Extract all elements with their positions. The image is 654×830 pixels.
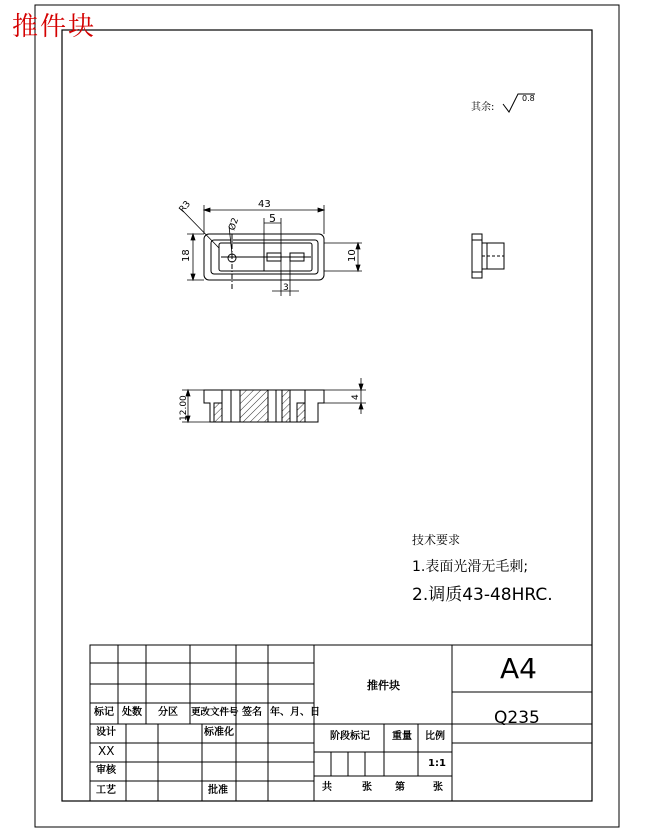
tb-design: 设计 xyxy=(96,727,116,738)
roughness-value: 0.8 xyxy=(522,94,535,103)
tb-count: 处数 xyxy=(122,707,142,718)
tb-mark: 标记 xyxy=(94,707,114,718)
tb-sheet-no: 第 xyxy=(395,782,405,793)
tb-sheet-unit: 张 xyxy=(433,782,443,793)
dim-thickness: 12.00 xyxy=(179,395,189,421)
section-view xyxy=(204,390,324,422)
tb-scale-value: 1:1 xyxy=(428,758,446,769)
tb-part-name: 推件块 xyxy=(367,679,400,692)
tb-standardization: 标准化 xyxy=(204,727,234,738)
tb-zone: 分区 xyxy=(158,707,178,718)
tb-signature: 签名 xyxy=(242,707,262,718)
tb-approve: 批准 xyxy=(208,785,228,796)
tb-designer: XX xyxy=(98,744,115,758)
dim-height: 18 xyxy=(181,249,192,262)
tb-date: 年、月、日 xyxy=(270,707,320,718)
dim-slot-small: 3 xyxy=(283,283,289,293)
tech-req-heading: 技术要求 xyxy=(412,533,461,547)
dim-hole-diameter: Ø2 xyxy=(227,216,242,233)
tech-req-line1: 1.表面光滑无毛刺; xyxy=(412,559,529,575)
tb-review: 审核 xyxy=(96,765,116,776)
tb-total: 共 xyxy=(322,782,332,793)
dim-step-depth: 4 xyxy=(351,394,361,400)
dim-overall-length: 43 xyxy=(258,199,271,210)
drawing-title: 推件块 xyxy=(12,12,97,42)
tb-change-doc: 更改文件号 xyxy=(191,707,239,718)
tech-req-line2: 2.调质43-48HRC. xyxy=(412,585,553,605)
inner-frame xyxy=(62,30,592,801)
tb-paper-size: A4 xyxy=(500,652,537,685)
tb-sheets: 张 xyxy=(362,782,372,793)
dim-slot-width: 5 xyxy=(269,212,276,225)
outer-border xyxy=(35,5,619,827)
tb-scale: 比例 xyxy=(425,731,445,742)
side-view xyxy=(472,234,504,278)
tb-weight: 重量 xyxy=(392,731,412,742)
tb-stage-mark: 阶段标记 xyxy=(330,731,370,742)
dim-radius: R3 xyxy=(177,199,194,215)
dim-inner-height: 10 xyxy=(347,249,358,262)
tb-material: Q235 xyxy=(494,708,540,728)
roughness-label: 其余: xyxy=(471,102,495,113)
tb-process: 工艺 xyxy=(96,785,116,796)
